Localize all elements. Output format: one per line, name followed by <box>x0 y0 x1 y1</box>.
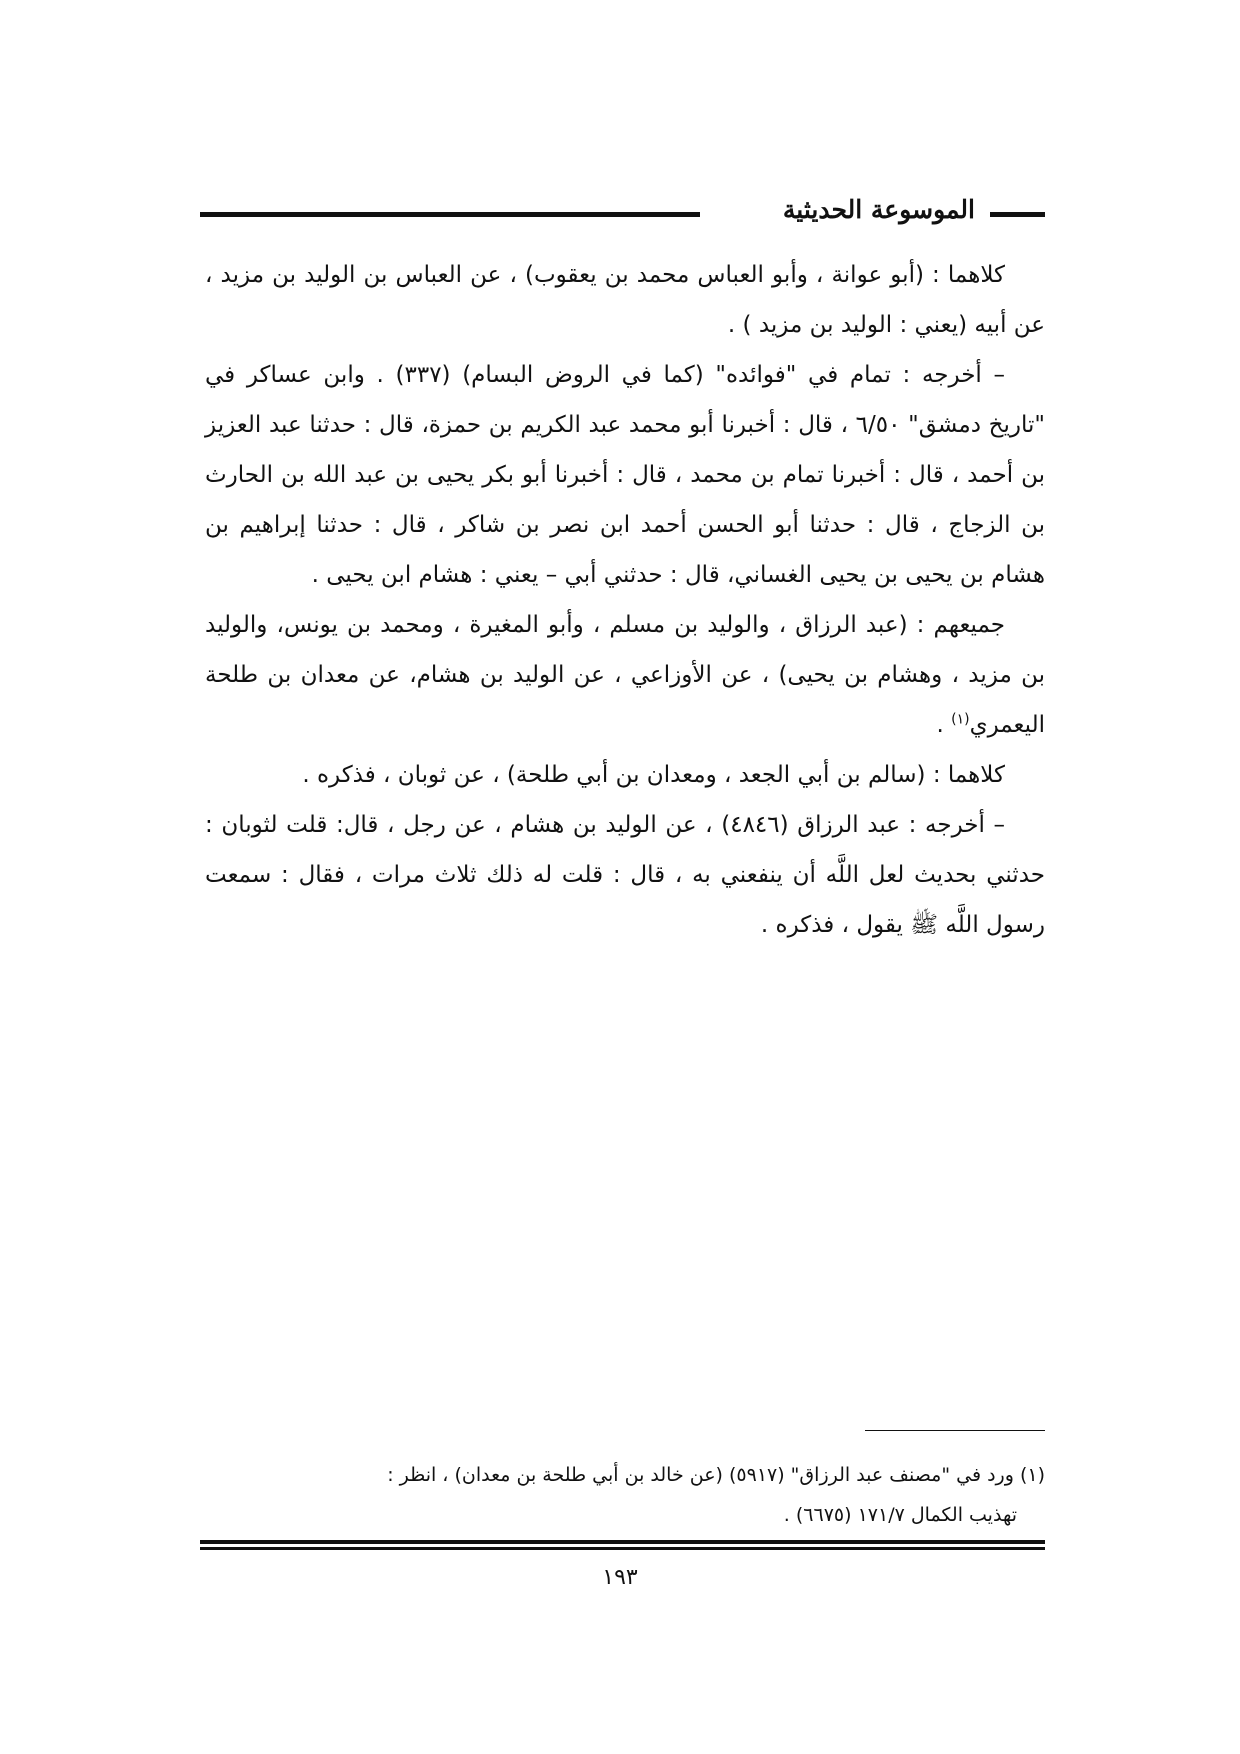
paragraph-4: كلاهما : (سالم بن أبي الجعد ، ومعدان بن أبي طلحة) ، عن ثوبان ، فذكره . <box>302 762 1005 788</box>
paragraph-3 <box>205 600 1045 750</box>
bottom-rule-thick <box>200 1540 1045 1544</box>
header-title: الموسوعة الحديثية <box>782 195 975 224</box>
paragraph-1: كلاهما : (أبو عوانة ، وأبو العباس محمد بن يعقوب) ، عن العباس بن الوليد بن مزيد ، عن أبيه (يعني : الوليد بن مزيد ) . <box>205 262 1045 338</box>
page-number: ١٩٣ <box>602 1565 638 1590</box>
footnote <box>205 1455 1045 1535</box>
paragraph-3-text: جميعهم : (عبد الرزاق ، والوليد بن مسلم ، وأبو المغيرة ، ومحمد بن يونس، والوليد بن مزيد ، وهشام بن يحيى) ، عن الأوزاعي ، عن الوليد بن هشام، عن معدان بن طلحة اليعمري <box>205 612 1045 738</box>
main-text <box>205 250 1045 950</box>
header-rule-left <box>200 212 700 217</box>
footnote-line-1: (١) ورد في "مصنف عبد الرزاق" (٥٩١٧) (عن خالد بن أبي طلحة بن معدان) ، انظر : <box>387 1464 1045 1486</box>
footnote-line-2: تهذيب الكمال ١٧١/٧ (٦٦٧٥) . <box>783 1504 1017 1526</box>
paragraph-3-end: . <box>936 712 952 738</box>
paragraph-2: – أخرجه : تمام في "فوائده" (كما في الروض البسام) (٣٣٧) . وابن عساكر في "تاريخ دمشق" ٦/٥٠ ، قال : أخبرنا أبو محمد عبد الكريم بن حمزة، قال : حدثنا عبد العزيز بن أحمد ، قال : أخبرنا تمام بن محمد ، قال : أخبرنا أبو بكر يحيى بن عبد الله بن الحارث بن الزجاج ، قال : حدثنا أبو الحسن أحمد ابن نصر بن شاكر ، قال : حدثنا إبراهيم بن هشام بن يحيى بن يحيى الغساني، قال : حدثني أبي – يعني : هشام ابن يحيى . <box>205 362 1045 588</box>
footnote-separator <box>865 1430 1045 1431</box>
bottom-double-rule <box>200 1540 1045 1550</box>
footnote-reference[interactable]: (١) <box>951 711 970 728</box>
paragraph-5: – أخرجه : عبد الرزاق (٤٨٤٦) ، عن الوليد بن هشام ، عن رجل ، قال: قلت لثوبان : حدثني بحديث لعل اللَّه أن ينفعني به ، قال : قلت له ذلك ثلاث مرات ، فقال : سمعت رسول اللَّه ﷺ يقول ، فذكره . <box>205 812 1045 938</box>
bottom-rule-thin <box>200 1547 1045 1550</box>
running-header <box>200 190 1045 230</box>
header-rule-right <box>990 212 1045 217</box>
